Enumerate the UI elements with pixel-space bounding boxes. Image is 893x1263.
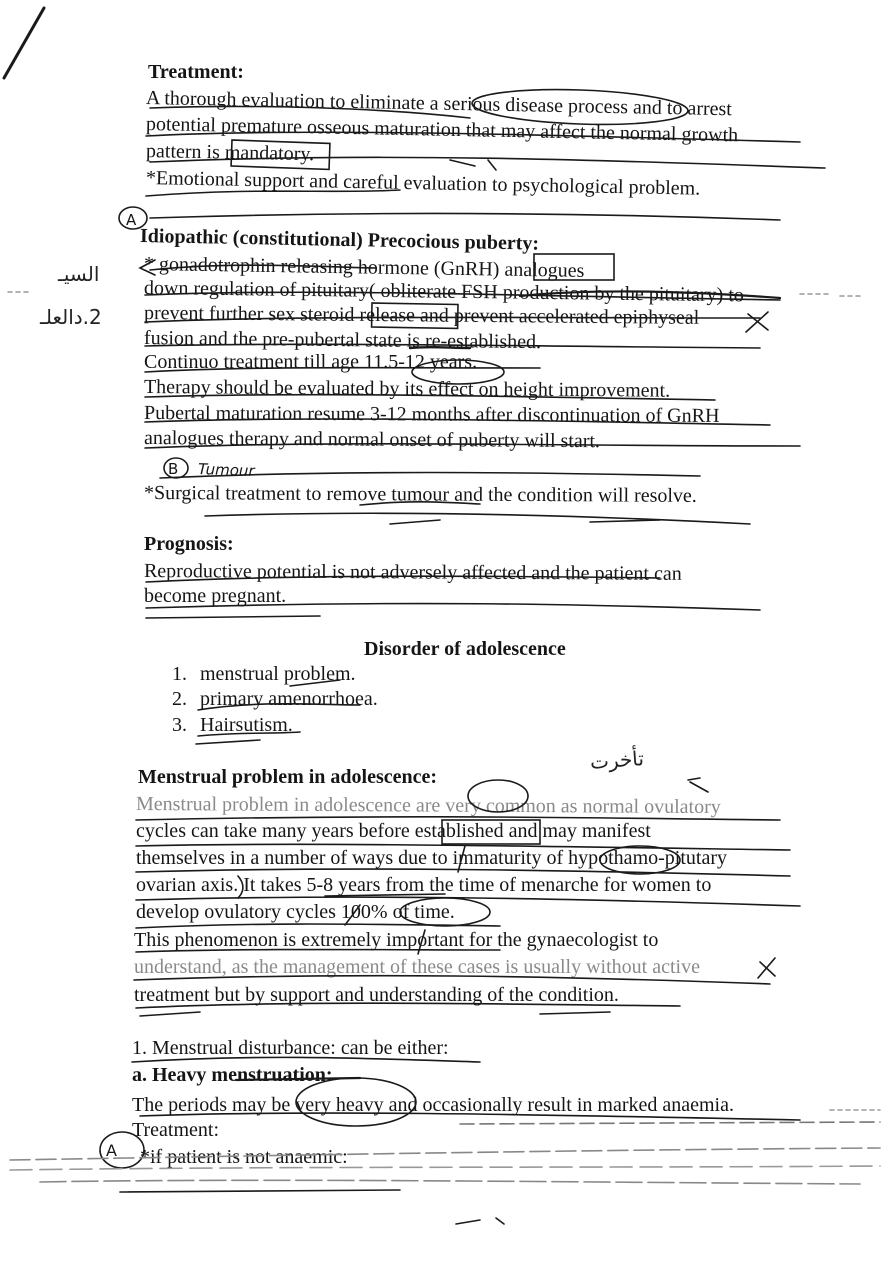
idiopathic-line: analogues therapy and normal onset of puberty will start.	[143, 427, 601, 453]
menstrual-heading: Menstrual problem in adolescence:	[138, 766, 438, 788]
underline-mark	[146, 616, 320, 618]
disorder-list-item: 1. menstrual problem.	[172, 663, 356, 685]
idiopathic-line: down regulation of pituitary( obliterate FSH production by the pituitary) to	[143, 277, 744, 307]
treatment-line-3: pattern is mandatory.	[145, 140, 315, 166]
underline-mark	[390, 520, 660, 524]
marker-b-label: B	[168, 460, 179, 478]
marker-a-bottom-label: A	[106, 1141, 117, 1160]
disorder-list-item: 2. primary amenorrhoea.	[172, 688, 378, 710]
disorder-item-text: primary amenorrhoea.	[200, 688, 378, 710]
treatment-line-4: *Emotional support and careful evaluation to psychological problem.	[145, 167, 701, 200]
menstrual-line: cycles can take many years before established and may manifest	[136, 820, 651, 842]
idiopathic-line: prevent further sex steroid release and prevent accelerated epiphyseal	[143, 302, 700, 329]
disturbance-line-2: The periods may be very heavy and occasionally result in marked anaemia.	[132, 1094, 734, 1116]
footer-mark	[456, 1218, 504, 1224]
arrow-mark	[450, 160, 496, 170]
menstrual-line: treatment but by support and understanding of the condition.	[134, 984, 619, 1006]
idiopathic-line: Pubertal maturation resume 3-12 months after discontinuation of GnRH	[143, 402, 720, 428]
idiopathic-line: Therapy should be evaluated by its effect on height improvement.	[143, 376, 671, 402]
underline-mark	[120, 1190, 400, 1192]
menstrual-line: Menstrual problem in adolescence are very common as normal ovulatory	[135, 793, 721, 819]
underline-mark	[140, 1012, 610, 1016]
menstrual-line: themselves in a number of ways due to immaturity of hypothamo-pitutary	[136, 847, 727, 869]
disturbance-line-1: 1. Menstrual disturbance: can be either:	[132, 1037, 449, 1059]
disturbance-line-4: *if patient is not anaemic:	[140, 1146, 348, 1168]
disturbance-line-3: Treatment:	[132, 1119, 220, 1141]
arabic-margin-note-bottom: 2.دالعلـ	[40, 305, 102, 329]
underline-mark	[40, 1180, 860, 1184]
disorder-item-text: menstrual problem.	[200, 663, 356, 685]
prognosis-line-2: become pregnant.	[144, 585, 287, 607]
prognosis-heading: Prognosis:	[144, 533, 234, 555]
idiopathic-line: * gonadotrophin releasing hormone (GnRH) analogues	[143, 253, 585, 282]
corner-slash-mark	[4, 8, 44, 78]
menstrual-line: develop ovulatory cycles 100% of time.	[136, 901, 455, 923]
marker-a-label: A	[126, 211, 137, 229]
treatment-line-2: potential premature osseous maturation that may affect the normal growth	[145, 113, 739, 147]
disorder-title: Disorder of adolescence	[364, 638, 566, 660]
idiopathic-heading: Idiopathic (constitutional) Precocious puberty:	[139, 225, 540, 255]
disorder-item-text: Hairsutism.	[200, 714, 293, 736]
menstrual-line: ovarian axis. It takes 5-8 years from the time of menarche for women to	[136, 874, 712, 896]
underline-mark	[150, 214, 780, 220]
cross-mark	[746, 312, 768, 332]
tumour-handwritten-note: Tumour	[197, 460, 255, 480]
underline-mark	[205, 513, 750, 524]
prognosis-line-1: Reproductive potential is not adversely affected and the patient can	[143, 560, 682, 585]
arabic-margin-note-top: السيـ	[58, 262, 100, 286]
underline-mark	[460, 1122, 880, 1124]
treatment-heading: Treatment:	[148, 61, 244, 83]
idiopathic-line: Continuo treatment till age 11.5-12 years.	[144, 351, 478, 373]
treatment-line-1: A thorough evaluation to eliminate a serious disease process and to arrest	[145, 87, 733, 121]
underline-mark	[196, 740, 260, 744]
disorder-list-item: 3. Hairsutism.	[172, 714, 293, 736]
heavy-menstruation-heading: a. Heavy menstruation:	[132, 1064, 333, 1086]
cross-mark	[758, 958, 775, 978]
arabic-note-right: تأخرت	[589, 746, 645, 774]
arrow-mark	[688, 778, 708, 792]
menstrual-line: understand, as the management of these cases is usually without active	[134, 956, 700, 978]
idiopathic-line: fusion and the pre-pubertal state is re-established.	[143, 327, 542, 354]
menstrual-line: This phenomenon is extremely important for the gynaecologist to	[134, 929, 659, 951]
surgical-treatment-line: *Surgical treatment to remove tumour and the condition will resolve.	[143, 482, 697, 507]
